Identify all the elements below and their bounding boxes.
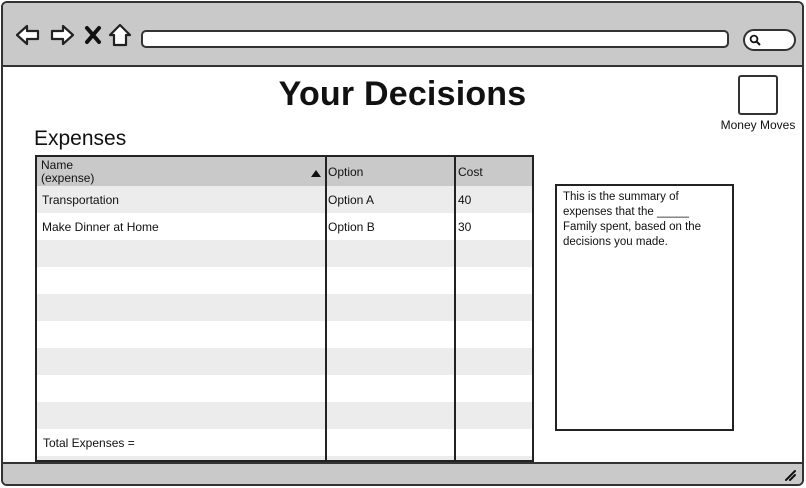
table-row-empty — [37, 402, 532, 429]
cell-cost: 40 — [458, 193, 472, 207]
search-icon — [749, 34, 761, 46]
browser-toolbar — [3, 3, 802, 67]
column-header-name-line1: Name — [41, 158, 74, 172]
money-moves-label[interactable]: Money Moves — [720, 118, 796, 132]
column-header-name[interactable] — [41, 159, 321, 188]
column-header-option[interactable]: Option — [328, 165, 364, 179]
resize-grip-icon[interactable] — [782, 467, 796, 481]
cell-option: Option A — [328, 193, 375, 207]
cell-name: Transportation — [42, 193, 119, 207]
search-field[interactable] — [743, 29, 796, 51]
table-row[interactable] — [37, 213, 532, 240]
summary-text: This is the summary of expenses that the _____ Family spent, based on the decisions you made. — [563, 191, 702, 248]
column-header-cost[interactable]: Cost — [458, 165, 483, 179]
money-moves-icon[interactable] — [738, 75, 778, 115]
cell-cost: 30 — [458, 220, 472, 234]
table-row[interactable] — [37, 186, 532, 213]
table-header — [37, 157, 532, 186]
address-bar[interactable] — [141, 30, 729, 48]
forward-arrow-icon[interactable] — [49, 21, 75, 49]
cell-option: Option B — [328, 220, 375, 234]
status-bar — [3, 462, 802, 484]
column-divider — [454, 157, 456, 460]
table-row-empty — [37, 240, 532, 267]
cell-name: Make Dinner at Home — [42, 220, 159, 234]
column-header-name-line2: (expense) — [41, 171, 95, 185]
table-row-empty — [37, 375, 532, 402]
back-arrow-icon[interactable] — [15, 21, 41, 49]
table-row-empty — [37, 321, 532, 348]
page-title: Your Decisions — [278, 75, 527, 113]
summary-panel — [555, 184, 734, 431]
table-row-empty — [37, 348, 532, 375]
sort-ascending-icon[interactable] — [311, 170, 321, 177]
total-expenses-label: Total Expenses = — [43, 436, 135, 450]
expenses-table — [35, 155, 534, 462]
expenses-heading: Expenses — [34, 127, 127, 150]
column-divider — [325, 157, 327, 460]
table-row-empty — [37, 294, 532, 321]
browser-window — [1, 1, 804, 486]
close-icon[interactable] — [83, 21, 103, 49]
table-row-empty — [37, 267, 532, 294]
home-icon[interactable] — [107, 21, 133, 49]
